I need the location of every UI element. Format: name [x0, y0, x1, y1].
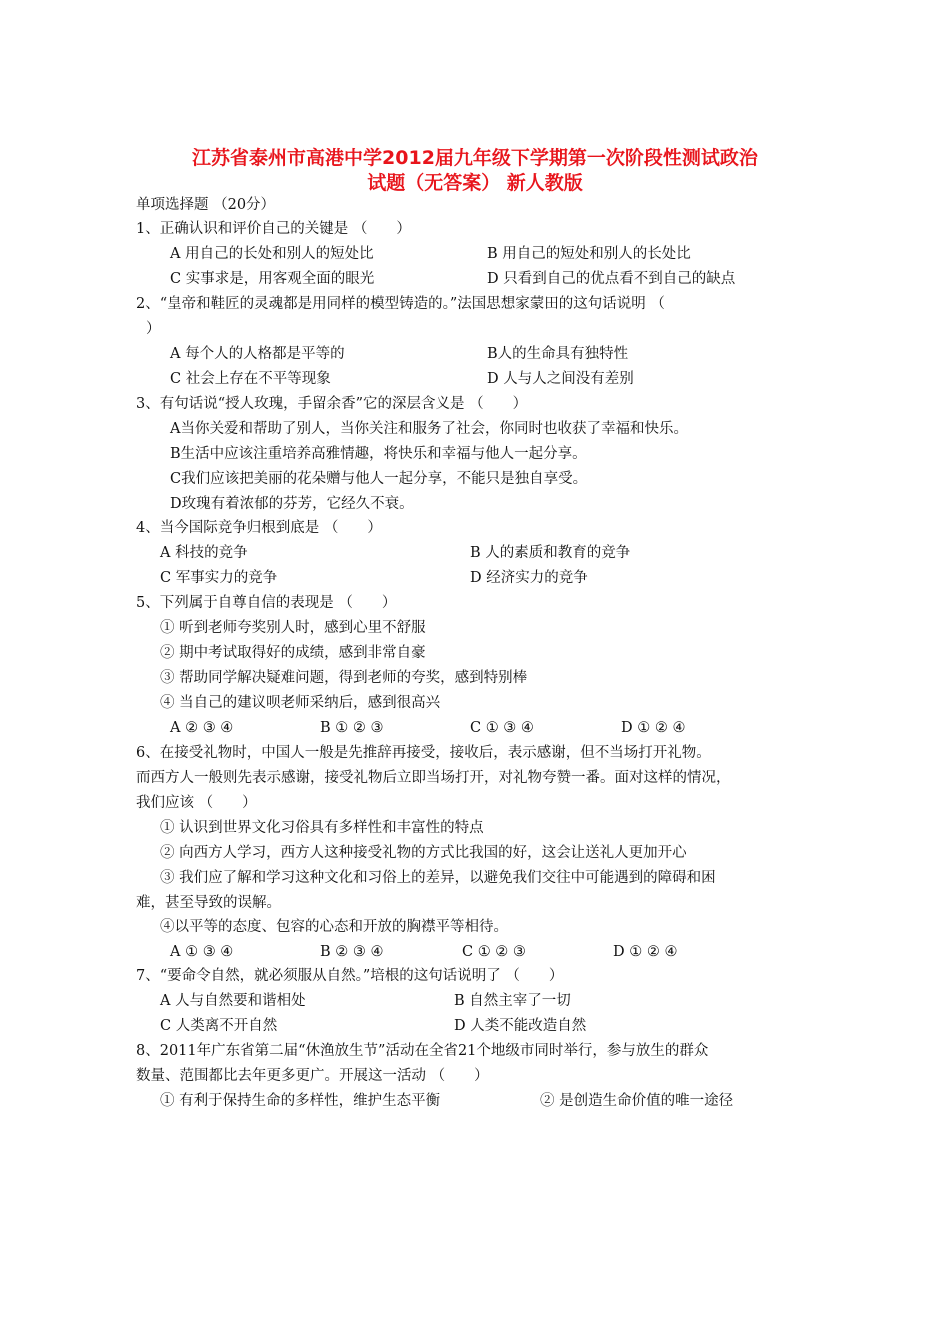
- question-2-stem-end: ）: [146, 321, 161, 337]
- question-6-statement-4: ④以平等的态度、包容的心态和开放的胸襟平等相待。: [160, 919, 508, 935]
- question-6-stem-line-1: 6、在接受礼物时，中国人一般是先推辞再接受，接收后，表示感谢，但不当场打开礼物。: [136, 745, 711, 761]
- question-2-option-c: C 社会上存在不平等现象: [170, 371, 331, 387]
- question-4-option-b: B 人的素质和教育的竞争: [470, 545, 631, 561]
- question-6-stem-line-2: 而西方人一般则先表示感谢，接受礼物后立即当场打开，对礼物夸赞一番。面对这样的情况，: [136, 770, 731, 786]
- question-5-option-b: B ① ② ③: [320, 720, 384, 736]
- question-5-statement-1: ① 听到老师夸奖别人时，感到心里不舒服: [160, 620, 426, 636]
- question-6-statement-1: ① 认识到世界文化习俗具有多样性和丰富性的特点: [160, 820, 484, 836]
- question-2-option-a: A 每个人的人格都是平等的: [170, 346, 345, 362]
- question-5-option-d: D ① ② ④: [621, 720, 686, 736]
- question-6-option-d: D ① ② ④: [613, 944, 678, 960]
- question-7-option-a: A 人与自然要和谐相处: [160, 993, 306, 1009]
- question-2-option-d: D 人与人之间没有差别: [487, 371, 634, 387]
- question-7-option-d: D 人类不能改造自然: [454, 1018, 587, 1034]
- question-5-statement-3: ③ 帮助同学解决疑难问题，得到老师的夸奖，感到特别棒: [160, 670, 528, 686]
- question-7-stem: 7、“要命令自然，就必须服从自然。”培根的这句话说明了 （ ）: [136, 968, 564, 984]
- question-2-stem: 2、“皇帝和鞋匠的灵魂都是用同样的模型铸造的。”法国思想家蒙田的这句话说明 （: [136, 296, 665, 312]
- question-7-option-c: C 人类离不开自然: [160, 1018, 278, 1034]
- question-6-option-c: C ① ② ③: [462, 944, 526, 960]
- question-8-statement-2: ② 是创造生命价值的唯一途径: [540, 1093, 734, 1109]
- question-6-statement-3: ③ 我们应了解和学习这种文化和习俗上的差异，以避免我们交往中可能遇到的障碍和困: [160, 870, 716, 886]
- question-5-stem: 5、下列属于自尊自信的表现是 （ ）: [136, 595, 397, 611]
- question-4-option-a: A 科技的竞争: [160, 545, 248, 561]
- question-1-stem: 1、正确认识和评价自己的关键是 （ ）: [136, 221, 411, 237]
- question-8-stem-line-1: 8、2011年广东省第二届“休渔放生节”活动在全省21个地级市同时举行，参与放生的群众: [136, 1043, 709, 1059]
- question-1-option-c: C 实事求是，用客观全面的眼光: [170, 271, 375, 287]
- document-title-line-1: 江苏省泰州市高港中学2012届九年级下学期第一次阶段性测试政治: [192, 147, 758, 169]
- question-5-statement-2: ② 期中考试取得好的成绩，感到非常自豪: [160, 645, 426, 661]
- question-1-option-d: D 只看到自己的优点看不到自己的缺点: [487, 271, 736, 287]
- question-6-statement-3-continued: 难，甚至导致的误解。: [136, 895, 281, 911]
- question-3-stem: 3、有句话说“授人玫瑰，手留余香”它的深层含义是 （ ）: [136, 396, 528, 412]
- question-5-option-a: A ② ③ ④: [170, 720, 234, 736]
- question-6-option-b: B ② ③ ④: [320, 944, 384, 960]
- question-4-option-d: D 经济实力的竞争: [470, 570, 588, 586]
- question-3-option-b: B生活中应该注重培养高雅情趣，将快乐和幸福与他人一起分享。: [170, 446, 587, 462]
- question-4-stem: 4、当今国际竞争归根到底是 （ ）: [136, 520, 382, 536]
- document-title-line-2: 试题（无答案） 新人教版: [367, 172, 583, 194]
- question-6-statement-2: ② 向西方人学习，西方人这种接受礼物的方式比我国的好，这会让送礼人更加开心: [160, 845, 687, 861]
- question-8-statement-1: ① 有利于保持生命的多样性，维护生态平衡: [160, 1093, 441, 1109]
- question-2-option-b: B人的生命具有独特性: [487, 346, 629, 362]
- question-3-option-d: D玫瑰有着浓郁的芬芳，它经久不衰。: [170, 496, 414, 512]
- question-6-stem-line-3: 我们应该 （ ）: [136, 795, 257, 811]
- section-heading: 单项选择题 （20分）: [136, 197, 276, 213]
- question-6-option-a: A ① ③ ④: [170, 944, 234, 960]
- question-4-option-c: C 军事实力的竞争: [160, 570, 278, 586]
- question-5-option-c: C ① ③ ④: [470, 720, 534, 736]
- question-3-option-c: C我们应该把美丽的花朵赠与他人一起分享，不能只是独自享受。: [170, 471, 588, 487]
- question-1-option-a: A 用自己的长处和别人的短处比: [170, 246, 374, 262]
- question-7-option-b: B 自然主宰了一切: [454, 993, 571, 1009]
- question-5-statement-4: ④ 当自己的建议呗老师采纳后，感到很高兴: [160, 695, 441, 711]
- question-8-stem-line-2: 数量、范围都比去年更多更广。开展这一活动 （ ）: [136, 1068, 489, 1084]
- question-3-option-a: A当你关爱和帮助了别人，当你关注和服务了社会，你同时也收获了幸福和快乐。: [170, 421, 688, 437]
- question-1-option-b: B 用自己的短处和别人的长处比: [487, 246, 691, 262]
